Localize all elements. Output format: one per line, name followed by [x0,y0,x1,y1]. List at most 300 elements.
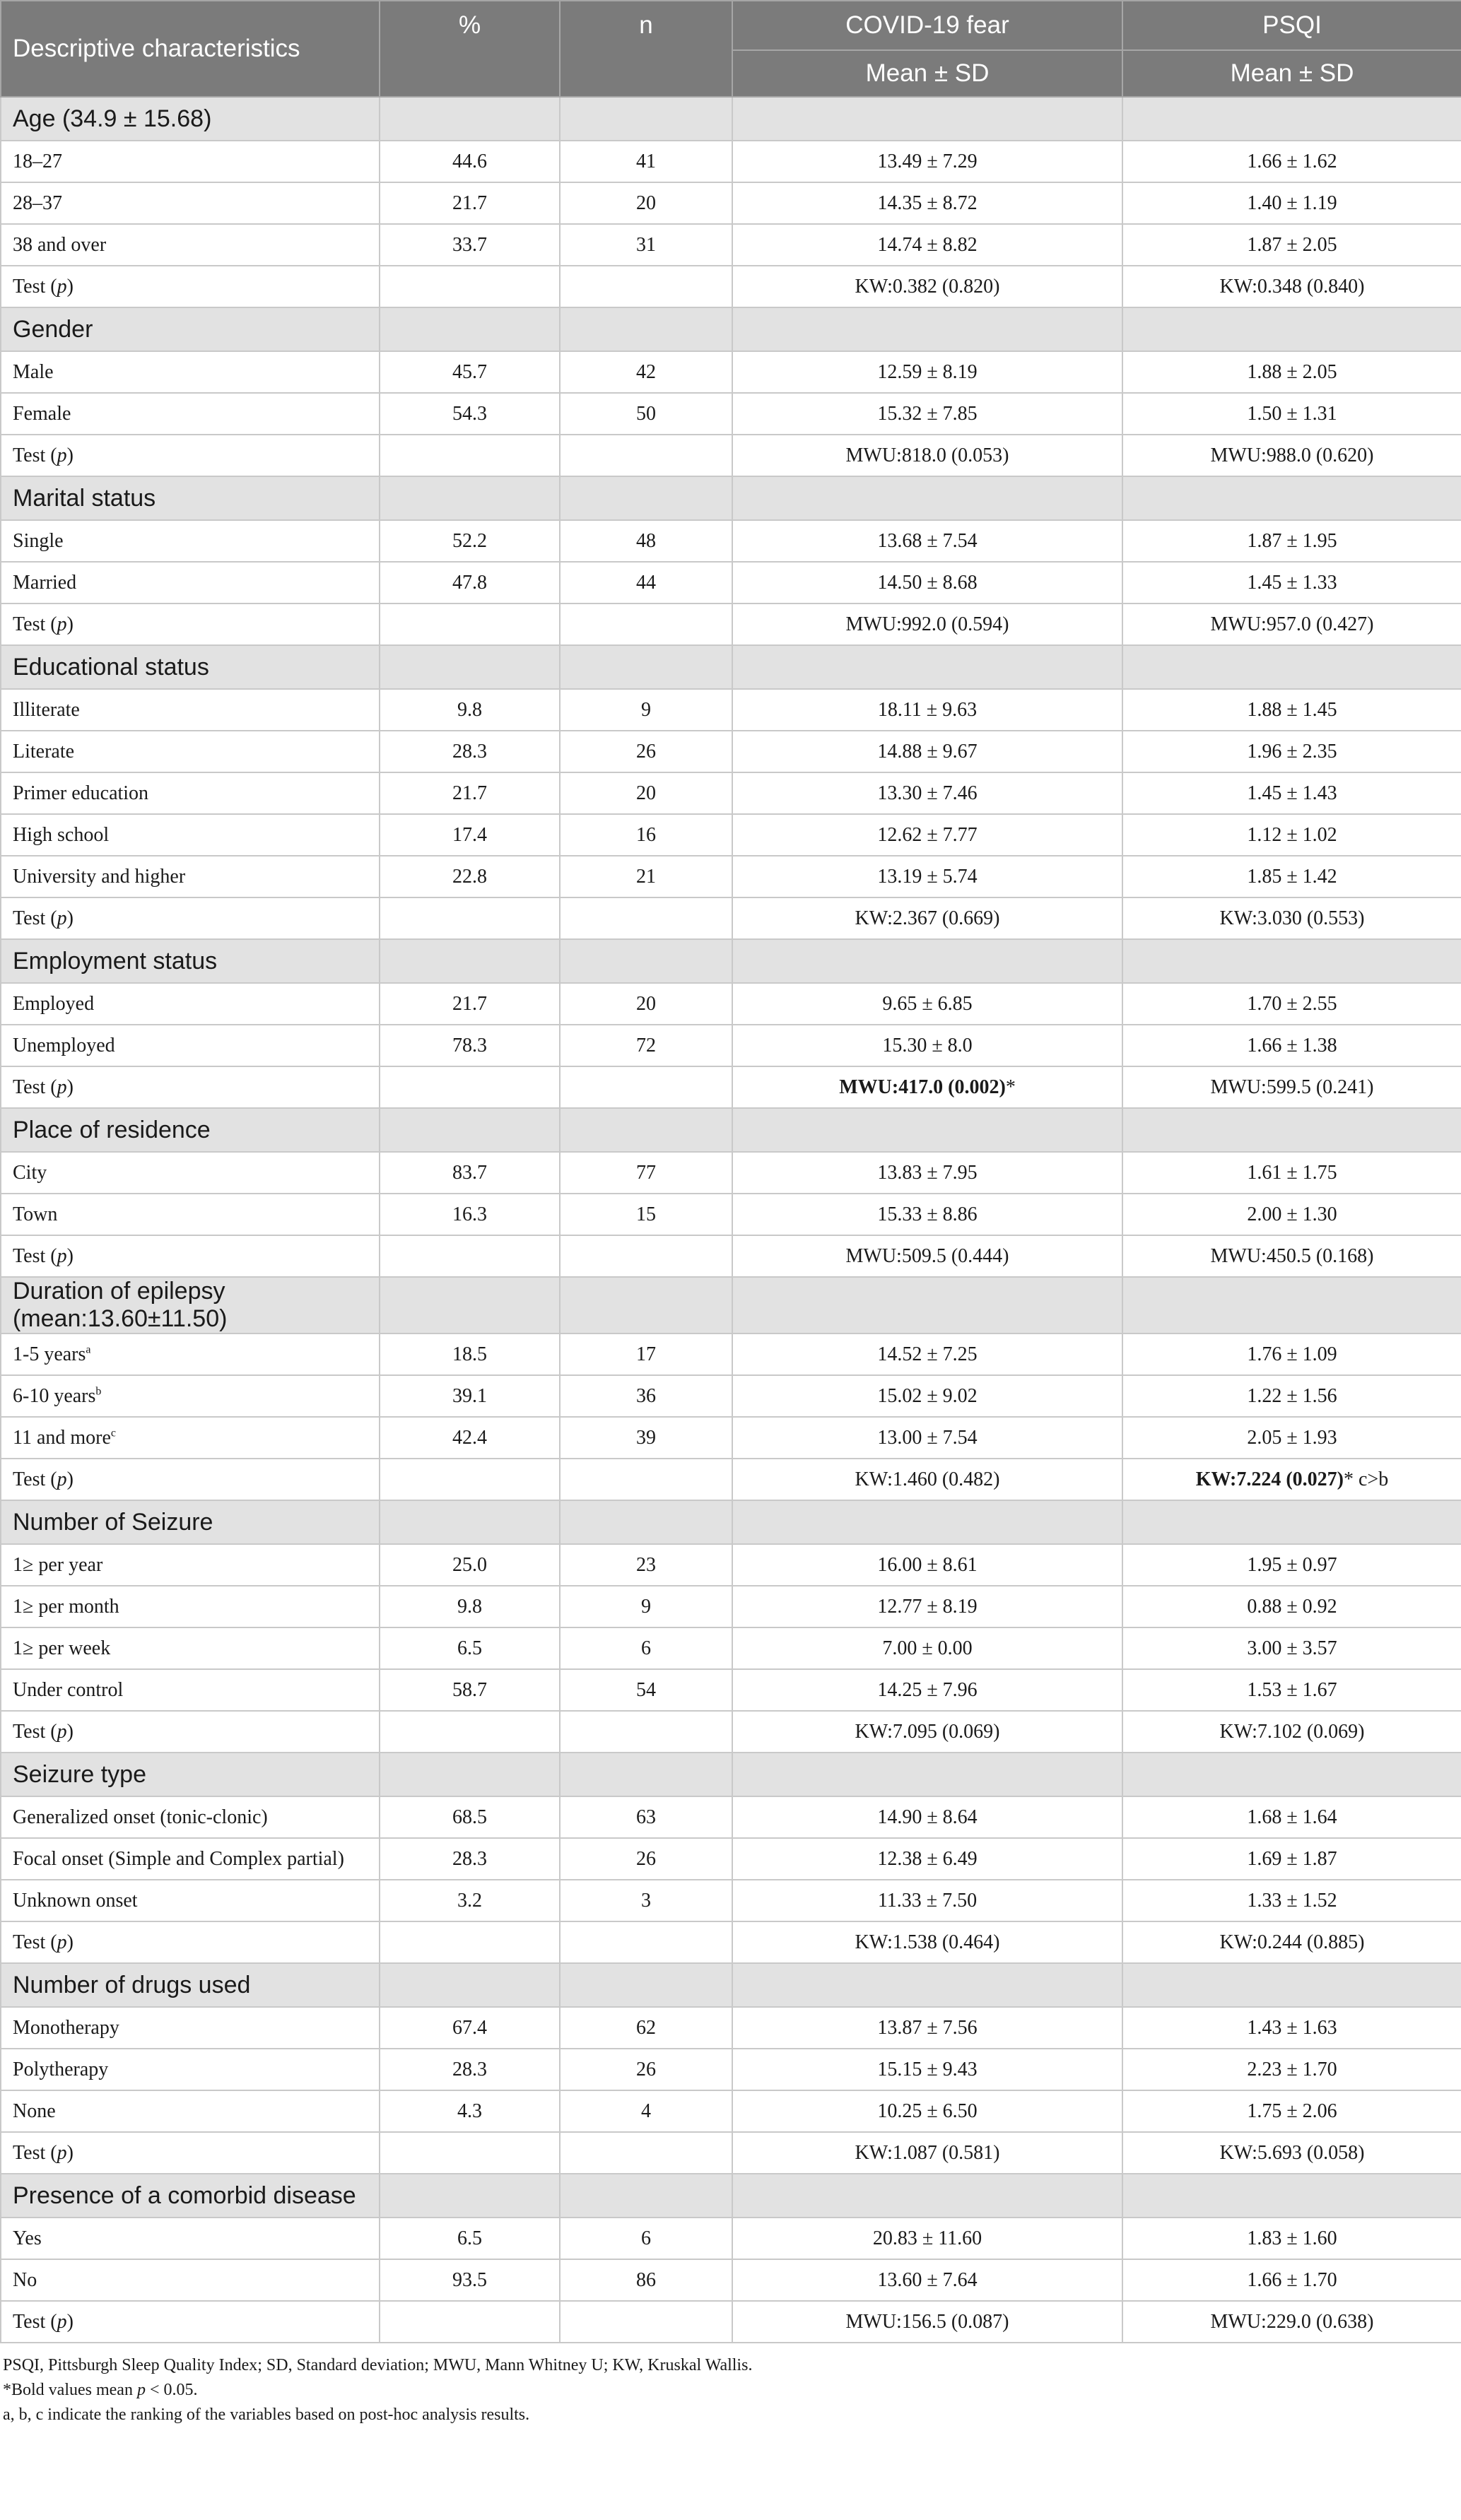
covid-fear-cell: 14.90 ± 8.64 [732,1796,1122,1838]
table-row [1,1796,1461,1838]
row-label [1,141,380,182]
table-row [1,2007,1461,2049]
table-row [1,182,1461,224]
psqi-cell: 1.88 ± 2.05 [1122,351,1461,393]
percent-cell [380,897,560,939]
table-row [1,1333,1461,1375]
row-label-text: Test (p) [13,613,74,635]
psqi-cell: 1.45 ± 1.43 [1122,772,1461,814]
section-empty-cell [1122,307,1461,351]
covid-fear-cell: MWU:818.0 (0.053) [732,435,1122,476]
section-empty-cell [380,476,560,520]
row-label [1,2049,380,2090]
section-empty-cell [1122,1963,1461,2007]
section-header-row [1,1500,1461,1544]
section-empty-cell [380,307,560,351]
n-cell: 3 [560,1880,732,1921]
n-cell [560,897,732,939]
covid-fear-cell: 13.87 ± 7.56 [732,2007,1122,2049]
row-label [1,1627,380,1669]
significance-marker: * c>b [1344,1468,1389,1490]
footnote-ranking: a, b, c indicate the ranking of the variables based on post-hoc analysis results. [3,2406,530,2424]
psqi-cell: KW:5.693 (0.058) [1122,2132,1461,2174]
row-label-text: No [13,2268,37,2291]
row-label-text: Test (p) [13,444,74,466]
section-header-row [1,476,1461,520]
row-label-text: Single [13,529,64,552]
section-header-row [1,2174,1461,2218]
row-label [1,2259,380,2301]
footnote-bold-values [3,2378,1461,2403]
covid-fear-cell: KW:1.538 (0.464) [732,1921,1122,1963]
covid-fear-cell: 14.74 ± 8.82 [732,224,1122,266]
table-row [1,897,1461,939]
row-label-text: 1≥ per week [13,1637,111,1659]
row-label-text: None [13,2100,56,2122]
subheader-fear-mean-sd: Mean ± SD [732,50,1122,97]
percent-cell: 83.7 [380,1152,560,1194]
row-label [1,1586,380,1627]
table-row [1,1235,1461,1277]
psqi-cell: 1.61 ± 1.75 [1122,1152,1461,1194]
section-title: Place of residence [1,1108,380,1152]
covid-fear-cell: KW:1.460 (0.482) [732,1459,1122,1500]
section-empty-cell [732,1500,1122,1544]
table-row [1,772,1461,814]
section-empty-cell [560,1963,732,2007]
n-cell [560,266,732,307]
row-label-text: Town [13,1203,58,1225]
percent-cell: 28.3 [380,731,560,772]
covid-fear-cell: 12.77 ± 8.19 [732,1586,1122,1627]
table-row [1,1838,1461,1880]
table-row [1,1711,1461,1753]
table-row [1,689,1461,731]
row-label-text: Illiterate [13,698,80,721]
psqi-cell: KW:3.030 (0.553) [1122,897,1461,939]
percent-cell [380,435,560,476]
row-label [1,266,380,307]
table-row [1,1152,1461,1194]
row-label-text: 1≥ per month [13,1595,119,1618]
row-label-text: 11 and more [13,1426,111,1449]
n-cell: 62 [560,2007,732,2049]
section-header-row [1,939,1461,983]
n-cell: 31 [560,224,732,266]
n-cell: 4 [560,2090,732,2132]
n-cell: 16 [560,814,732,856]
table-row [1,1025,1461,1066]
section-title: Number of drugs used [1,1963,380,2007]
percent-cell: 28.3 [380,2049,560,2090]
n-cell [560,1711,732,1753]
percent-cell: 44.6 [380,141,560,182]
psqi-cell: 1.66 ± 1.62 [1122,141,1461,182]
section-empty-cell [732,1277,1122,1333]
n-cell: 72 [560,1025,732,1066]
percent-cell: 9.8 [380,1586,560,1627]
covid-fear-cell: MWU:509.5 (0.444) [732,1235,1122,1277]
n-cell: 20 [560,983,732,1025]
psqi-cell [1122,1459,1461,1500]
percent-cell: 68.5 [380,1796,560,1838]
percent-cell: 45.7 [380,351,560,393]
n-cell: 36 [560,1375,732,1417]
header-n: n [560,1,732,97]
covid-fear-cell: 12.62 ± 7.77 [732,814,1122,856]
section-header-row [1,1108,1461,1152]
row-label [1,393,380,435]
row-label-text: Unknown onset [13,1889,138,1912]
table-row [1,266,1461,307]
psqi-cell: 1.83 ± 1.60 [1122,2218,1461,2259]
row-label [1,351,380,393]
section-empty-cell [1122,939,1461,983]
covid-fear-cell: 12.59 ± 8.19 [732,351,1122,393]
covid-fear-cell: 13.83 ± 7.95 [732,1152,1122,1194]
percent-cell [380,1921,560,1963]
psqi-cell: 1.33 ± 1.52 [1122,1880,1461,1921]
section-empty-cell [732,97,1122,141]
row-label [1,1669,380,1711]
percent-cell: 93.5 [380,2259,560,2301]
n-cell: 50 [560,393,732,435]
n-cell: 26 [560,2049,732,2090]
percent-cell: 67.4 [380,2007,560,2049]
section-title: Employment status [1,939,380,983]
section-empty-cell [380,1963,560,2007]
table-body [1,97,1461,2343]
section-empty-cell [732,1963,1122,2007]
covid-fear-cell: KW:7.095 (0.069) [732,1711,1122,1753]
section-empty-cell [732,939,1122,983]
table-row [1,1669,1461,1711]
row-label [1,2218,380,2259]
section-empty-cell [380,2174,560,2218]
covid-fear-cell: MWU:992.0 (0.594) [732,603,1122,645]
section-empty-cell [380,97,560,141]
covid-fear-cell: 16.00 ± 8.61 [732,1544,1122,1586]
percent-cell [380,1459,560,1500]
table-row [1,2301,1461,2343]
covid-fear-cell: 14.25 ± 7.96 [732,1669,1122,1711]
row-label [1,689,380,731]
significant-value: MWU:417.0 (0.002) [839,1076,1006,1098]
table-row [1,2049,1461,2090]
section-title: Number of Seizure [1,1500,380,1544]
row-label-text: City [13,1161,47,1184]
section-empty-cell [1122,1277,1461,1333]
row-label-text: Focal onset (Simple and Complex partial) [13,1847,344,1870]
row-label [1,1417,380,1459]
table-row [1,731,1461,772]
covid-fear-cell: 15.15 ± 9.43 [732,2049,1122,2090]
psqi-cell: 1.96 ± 2.35 [1122,731,1461,772]
covid-fear-cell: 20.83 ± 11.60 [732,2218,1122,2259]
section-empty-cell [1122,476,1461,520]
section-empty-cell [560,307,732,351]
table-row [1,603,1461,645]
subheader-psqi-mean-sd: Mean ± SD [1122,50,1461,97]
psqi-cell: MWU:957.0 (0.427) [1122,603,1461,645]
row-label [1,1375,380,1417]
psqi-cell: 1.75 ± 2.06 [1122,2090,1461,2132]
footnote-abbreviations: PSQI, Pittsburgh Sleep Quality Index; SD, Standard deviation; MWU, Mann Whitney U; KW, Kruskal Wallis. [3,2356,753,2374]
n-cell: 44 [560,562,732,603]
row-label [1,2090,380,2132]
section-empty-cell [1122,645,1461,689]
percent-cell: 21.7 [380,772,560,814]
section-empty-cell [732,476,1122,520]
psqi-cell: 1.50 ± 1.31 [1122,393,1461,435]
psqi-cell: MWU:988.0 (0.620) [1122,435,1461,476]
covid-fear-cell: 14.52 ± 7.25 [732,1333,1122,1375]
psqi-cell: 1.43 ± 1.63 [1122,2007,1461,2049]
section-header-row [1,1277,1461,1333]
psqi-cell: 2.00 ± 1.30 [1122,1194,1461,1235]
row-label [1,897,380,939]
covid-fear-cell: 14.35 ± 8.72 [732,182,1122,224]
header-row [1,1,1461,50]
n-cell: 6 [560,2218,732,2259]
covid-fear-cell: 15.30 ± 8.0 [732,1025,1122,1066]
covid-fear-cell: 14.50 ± 8.68 [732,562,1122,603]
row-label-text: Unemployed [13,1034,115,1056]
percent-cell [380,1711,560,1753]
percent-cell: 78.3 [380,1025,560,1066]
psqi-cell: KW:0.348 (0.840) [1122,266,1461,307]
psqi-cell: 1.88 ± 1.45 [1122,689,1461,731]
section-empty-cell [732,1108,1122,1152]
n-cell: 77 [560,1152,732,1194]
n-cell: 15 [560,1194,732,1235]
section-empty-cell [1122,1108,1461,1152]
section-header-row [1,1963,1461,2007]
n-cell: 21 [560,856,732,897]
covid-fear-cell: 10.25 ± 6.50 [732,2090,1122,2132]
table-row [1,1586,1461,1627]
section-header-row [1,97,1461,141]
section-empty-cell [380,1277,560,1333]
row-label-text: Monotherapy [13,2016,119,2039]
percent-cell: 28.3 [380,1838,560,1880]
section-empty-cell [1122,97,1461,141]
psqi-cell: 1.87 ± 1.95 [1122,520,1461,562]
percent-cell [380,2132,560,2174]
row-label [1,224,380,266]
covid-fear-cell: 13.19 ± 5.74 [732,856,1122,897]
row-label [1,562,380,603]
row-label-text: Literate [13,740,75,763]
row-label-text: Test (p) [13,1468,74,1490]
section-empty-cell [1122,2174,1461,2218]
psqi-cell: 1.66 ± 1.70 [1122,2259,1461,2301]
percent-cell [380,1235,560,1277]
n-cell: 6 [560,1627,732,1669]
section-title: Presence of a comorbid disease [1,2174,380,2218]
row-label-text: Yes [13,2227,42,2249]
row-label [1,603,380,645]
covid-fear-cell: MWU:156.5 (0.087) [732,2301,1122,2343]
row-label-text: Test (p) [13,2310,74,2333]
percent-cell: 33.7 [380,224,560,266]
table-row [1,435,1461,476]
section-empty-cell [560,476,732,520]
table-row [1,393,1461,435]
row-label [1,1235,380,1277]
table-footnotes [0,2343,1461,2427]
percent-cell [380,1066,560,1108]
psqi-cell: 1.53 ± 1.67 [1122,1669,1461,1711]
table-row [1,1459,1461,1500]
header-descriptive-characteristics: Descriptive characteristics [1,1,380,97]
table-row [1,1880,1461,1921]
psqi-cell: MWU:229.0 (0.638) [1122,2301,1461,2343]
row-label [1,731,380,772]
percent-cell [380,603,560,645]
psqi-cell: 1.70 ± 2.55 [1122,983,1461,1025]
row-label [1,1711,380,1753]
row-label [1,520,380,562]
percent-cell: 9.8 [380,689,560,731]
row-label-text: Test (p) [13,907,74,929]
n-cell: 20 [560,182,732,224]
covid-fear-cell: 13.60 ± 7.64 [732,2259,1122,2301]
row-label-text: 6-10 years [13,1384,96,1407]
row-label [1,1152,380,1194]
percent-cell: 6.5 [380,1627,560,1669]
row-label [1,1796,380,1838]
n-cell: 20 [560,772,732,814]
covid-fear-cell: 13.49 ± 7.29 [732,141,1122,182]
table-row [1,2090,1461,2132]
covid-fear-cell: KW:1.087 (0.581) [732,2132,1122,2174]
percent-cell: 42.4 [380,1417,560,1459]
psqi-cell: 1.45 ± 1.33 [1122,562,1461,603]
percent-cell [380,2301,560,2343]
section-empty-cell [380,1108,560,1152]
section-title: Duration of epilepsy (mean:13.60±11.50) [1,1277,380,1333]
row-label [1,1066,380,1108]
covid-fear-cell: 12.38 ± 6.49 [732,1838,1122,1880]
psqi-cell: 1.76 ± 1.09 [1122,1333,1461,1375]
row-label [1,1838,380,1880]
table-row [1,1417,1461,1459]
section-empty-cell [560,939,732,983]
n-cell [560,603,732,645]
psqi-cell: 0.88 ± 0.92 [1122,1586,1461,1627]
psqi-cell: 1.95 ± 0.97 [1122,1544,1461,1586]
section-title: Marital status [1,476,380,520]
row-label-text: Male [13,360,54,383]
n-cell: 9 [560,689,732,731]
header-psqi: PSQI [1122,1,1461,50]
section-empty-cell [380,1753,560,1796]
row-label [1,856,380,897]
table-row [1,2218,1461,2259]
n-cell: 54 [560,1669,732,1711]
psqi-cell: 2.23 ± 1.70 [1122,2049,1461,2090]
percent-cell: 6.5 [380,2218,560,2259]
row-label-text: University and higher [13,865,186,888]
n-cell: 86 [560,2259,732,2301]
psqi-cell: 1.85 ± 1.42 [1122,856,1461,897]
significance-marker: * [1005,1076,1016,1098]
covid-fear-cell: 15.32 ± 7.85 [732,393,1122,435]
n-cell: 9 [560,1586,732,1627]
n-cell: 26 [560,1838,732,1880]
psqi-cell: 2.05 ± 1.93 [1122,1417,1461,1459]
percent-cell: 21.7 [380,182,560,224]
covid-fear-cell: 18.11 ± 9.63 [732,689,1122,731]
covid-fear-cell: 9.65 ± 6.85 [732,983,1122,1025]
n-cell: 48 [560,520,732,562]
section-empty-cell [732,1753,1122,1796]
covid-fear-cell: KW:0.382 (0.820) [732,266,1122,307]
row-label [1,814,380,856]
row-label [1,1459,380,1500]
table-row [1,814,1461,856]
percent-cell: 16.3 [380,1194,560,1235]
ranking-superscript: a [86,1343,91,1356]
row-label-text: Employed [13,992,95,1015]
row-label-text: Test (p) [13,2141,74,2164]
covid-fear-cell: 13.68 ± 7.54 [732,520,1122,562]
n-cell: 23 [560,1544,732,1586]
table-row [1,562,1461,603]
psqi-cell: 1.68 ± 1.64 [1122,1796,1461,1838]
row-label [1,182,380,224]
section-empty-cell [380,645,560,689]
psqi-cell: KW:0.244 (0.885) [1122,1921,1461,1963]
row-label [1,1544,380,1586]
row-label-text: Test (p) [13,1931,74,1953]
covid-fear-cell: 7.00 ± 0.00 [732,1627,1122,1669]
n-cell [560,1459,732,1500]
table-row [1,1627,1461,1669]
percent-cell: 25.0 [380,1544,560,1586]
covid-fear-cell: KW:2.367 (0.669) [732,897,1122,939]
table-row [1,1921,1461,1963]
table-row [1,2259,1461,2301]
section-empty-cell [560,1277,732,1333]
percent-cell: 4.3 [380,2090,560,2132]
section-empty-cell [560,1108,732,1152]
percent-cell: 22.8 [380,856,560,897]
row-label [1,1333,380,1375]
psqi-cell: MWU:450.5 (0.168) [1122,1235,1461,1277]
footnote-bold-text: *Bold values mean p < 0.05. [3,2381,198,2399]
n-cell: 26 [560,731,732,772]
row-label [1,983,380,1025]
row-label [1,1880,380,1921]
psqi-cell: 1.12 ± 1.02 [1122,814,1461,856]
row-label [1,1921,380,1963]
n-cell [560,2132,732,2174]
section-empty-cell [380,1500,560,1544]
psqi-cell: 1.22 ± 1.56 [1122,1375,1461,1417]
ranking-superscript: b [95,1385,102,1398]
row-label-text: Test (p) [13,1076,74,1098]
row-label [1,435,380,476]
section-empty-cell [560,1500,732,1544]
n-cell: 39 [560,1417,732,1459]
psqi-cell: 1.69 ± 1.87 [1122,1838,1461,1880]
row-label-text: 28–37 [13,192,62,214]
section-empty-cell [1122,1753,1461,1796]
ranking-superscript: c [110,1427,117,1439]
section-title: Gender [1,307,380,351]
